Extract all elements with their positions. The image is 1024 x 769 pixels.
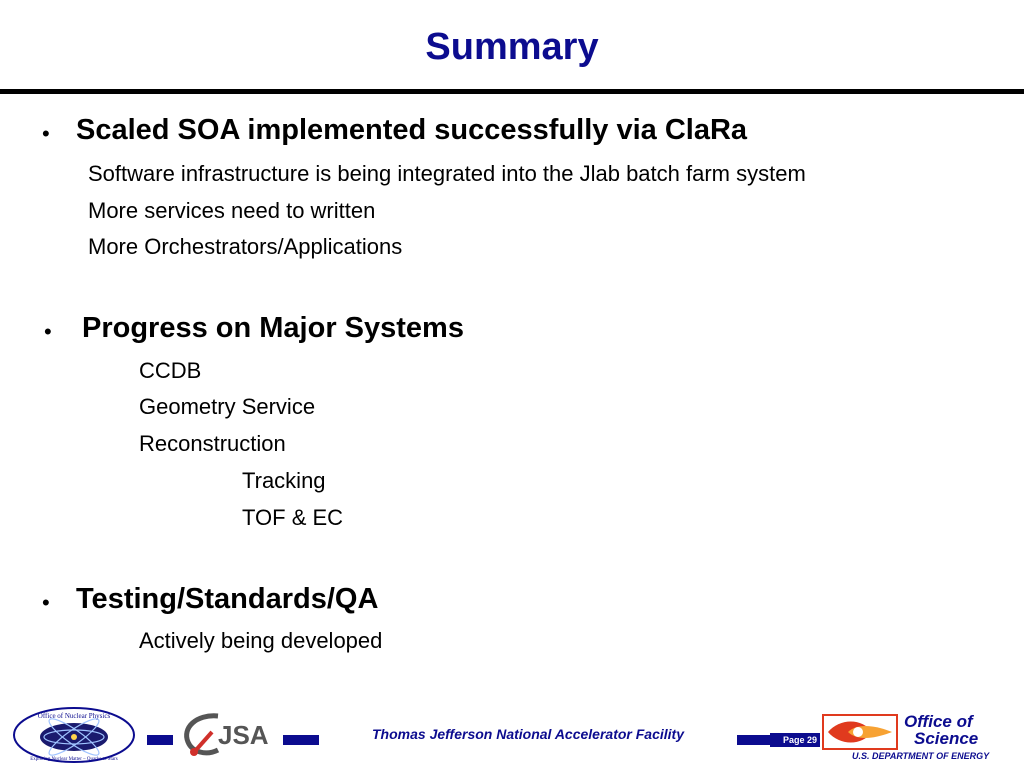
list-item: Geometry Service <box>139 394 316 419</box>
facility-name: Thomas Jefferson National Accelerator Facility <box>372 726 684 742</box>
bullet-marker: • <box>42 121 50 146</box>
list-item: CCDB <box>139 358 202 383</box>
list-item: Actively being developed <box>139 628 383 653</box>
section-heading-soa: Scaled SOA implemented successfully via ClaRa <box>76 114 748 146</box>
oos-line1: Office of <box>904 712 973 731</box>
doe-office-of-science-logo <box>822 712 1022 764</box>
list-subitem: Tracking <box>242 468 326 493</box>
section-heading-progress: Progress on Major Systems <box>82 312 464 344</box>
list-item: More Orchestrators/Applications <box>88 234 403 259</box>
svg-text:Exploring Nuclear Matter – Qua: Exploring Nuclear Matter – Quarks to Stars <box>30 757 118 762</box>
atom-seal-icon <box>12 706 136 764</box>
footer-bar-mid <box>283 735 319 745</box>
jsa-logo <box>178 710 284 760</box>
svg-text:JSA: JSA <box>218 720 269 750</box>
list-item: More services need to written <box>88 198 376 223</box>
list-item: Reconstruction <box>139 431 286 456</box>
list-subitem: TOF & EC <box>242 505 344 530</box>
doe-label: U.S. DEPARTMENT OF ENERGY <box>852 751 990 761</box>
page-number: Page 29 <box>770 733 820 747</box>
bullet-marker: • <box>42 590 50 615</box>
slide-title: Summary <box>425 26 599 68</box>
bullet-marker: • <box>44 319 52 344</box>
doe-emblem-icon <box>822 714 898 750</box>
nuclear-physics-logo <box>12 706 136 764</box>
section-heading-testing: Testing/Standards/QA <box>76 583 379 615</box>
title-rule <box>0 89 1024 94</box>
list-item: Software infrastructure is being integrated into the Jlab batch farm system <box>88 161 806 186</box>
footer-bar-right <box>737 735 770 745</box>
svg-text:Office of Nuclear Physics: Office of Nuclear Physics <box>37 712 111 720</box>
footer-bar-left <box>147 735 173 745</box>
oos-line2: Science <box>914 729 979 748</box>
jsa-swoosh-icon <box>178 710 284 760</box>
